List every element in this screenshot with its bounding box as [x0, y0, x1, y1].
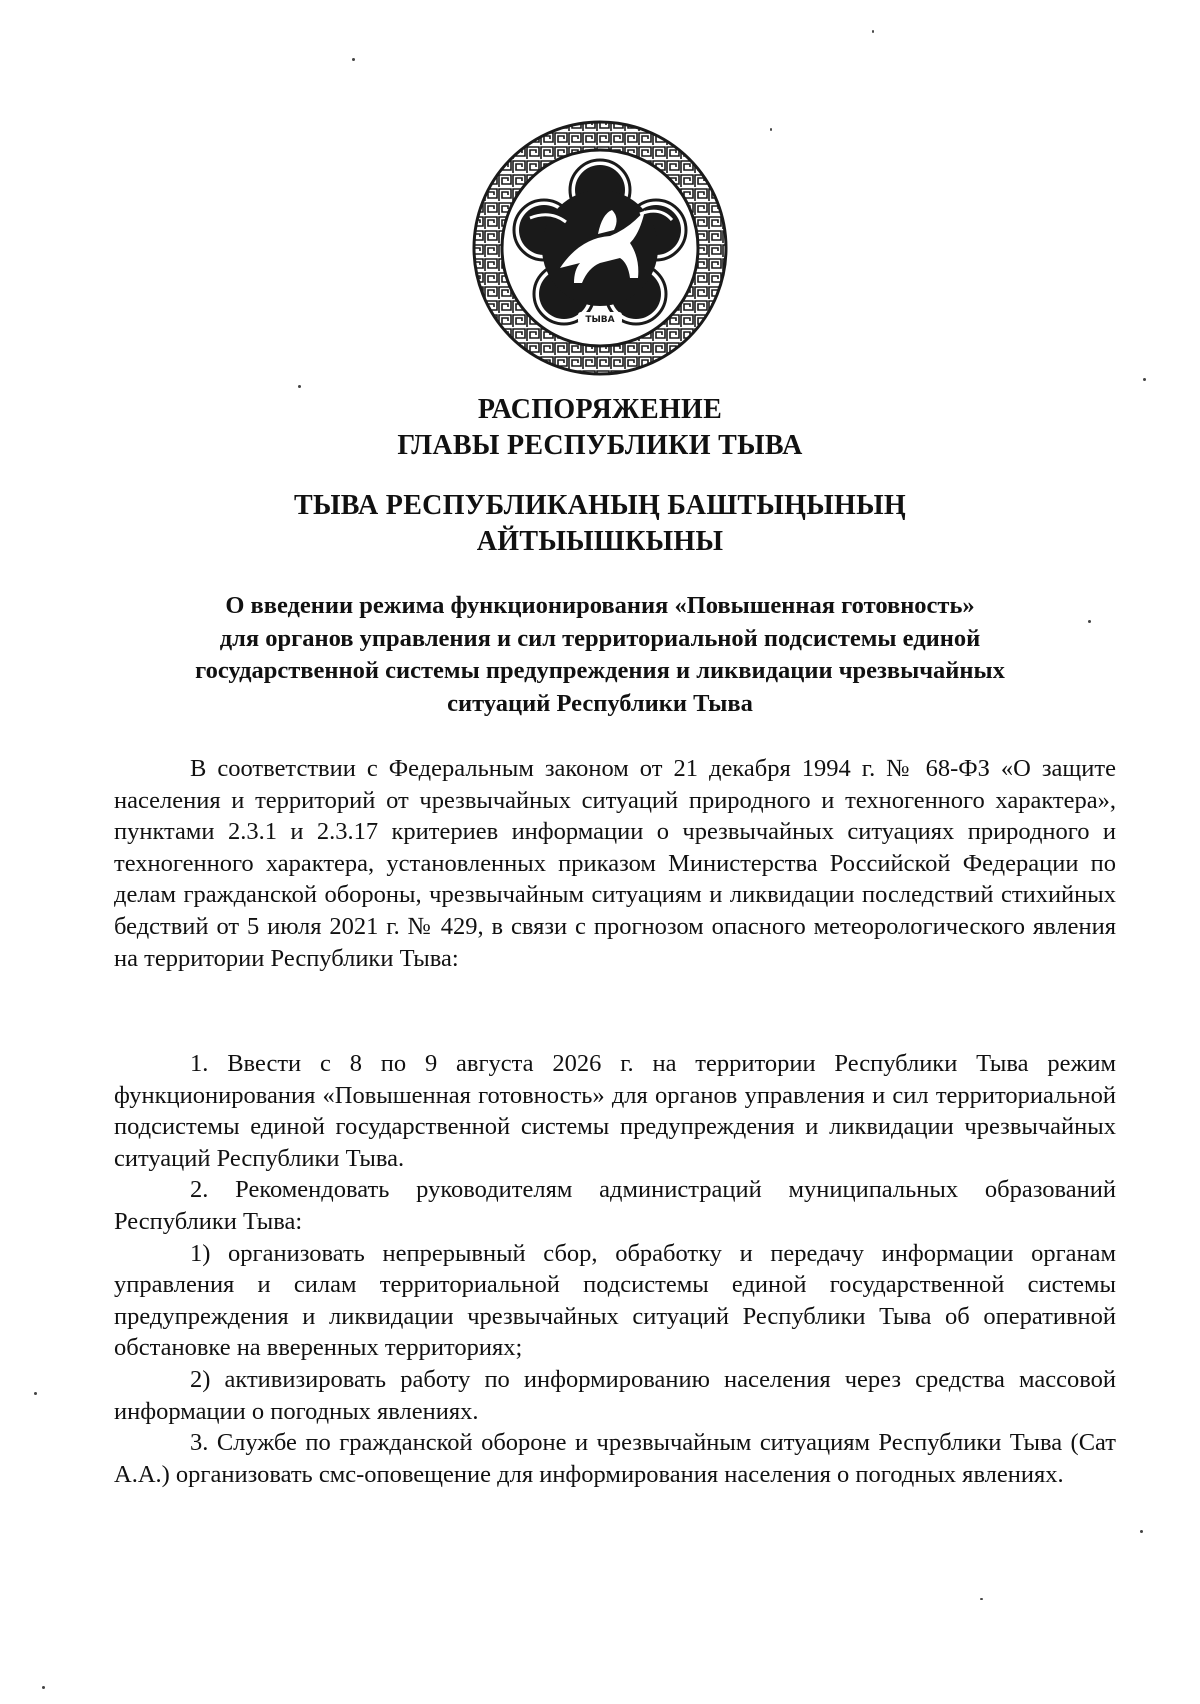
title-tuv-line2: АЙТЫЫШКЫНЫ: [476, 526, 724, 557]
document-title-ru: [0, 392, 1200, 464]
subject-line3: государственной системы предупреждения и ликвидации чрезвычайных: [195, 657, 1005, 684]
title-tuv-line1: ТЫВА РЕСПУБЛИКАНЫҢ БАШТЫҢЫНЫҢ: [294, 490, 906, 521]
document-title-tuv: [0, 488, 1200, 560]
item-2-1: 1) организовать непрерывный сбор, обработку и передачу информации органам управления и силам территориальной подсистемы единой государственной системы предупреждения и ликвидации чрезвычайных ситуаций Республики Тыва об оперативной обстановке на вверенных территориях;: [114, 1239, 1116, 1362]
scan-speck: [770, 128, 772, 131]
title-ru-line1: РАСПОРЯЖЕНИЕ: [477, 394, 723, 425]
item-2: 2. Рекомендовать руководителям администраций муниципальных образований Республики Тыва:: [114, 1176, 1116, 1235]
coat-of-arms-icon: [470, 118, 730, 378]
scan-speck: [352, 58, 355, 61]
scan-speck: [872, 30, 874, 33]
subject-line4: ситуаций Республики Тыва: [447, 689, 753, 717]
scan-speck: [42, 1686, 45, 1689]
preamble-paragraph: В соответствии с Федеральным законом от 21 декабря 1994 г. № 68-ФЗ «О защите населения и территорий от чрезвычайных ситуаций природного и техногенного характера», пунктами 2.3.1 и 2.3.17 критериев информации о чрезвычайных ситуациях природного и техногенного характера, установленных приказом Министерства Российской Федерации по делам гражданской обороны, чрезвычайным ситуациям и ликвидации последствий стихийных бедствий от 5 июля 2021 г. № 429, в связи с прогнозом опасного метеорологического явления на территории Республики Тыва:: [114, 755, 1116, 972]
item-1: 1. Ввести с 8 по 9 августа 2026 г. на территории Республики Тыва режим функционирования «Повышенная готовность» для органов управления и сил территориальной подсистемы единой государственной системы предупреждения и ликвидации чрезвычайных ситуаций Республики Тыва.: [114, 1050, 1116, 1172]
preamble-section: [114, 753, 1116, 974]
document-subject: [120, 590, 1080, 720]
item-3: 3. Службе по гражданской обороне и чрезвычайным ситуациям Республики Тыва (Сат А.А.) организовать смс-оповещение для информирования населения о погодных явлениях.: [114, 1429, 1116, 1488]
subject-line2: для органов управления и сил территориальной подсистемы единой: [219, 624, 981, 652]
scan-speck: [1088, 620, 1091, 623]
svg-text:ТЫВА: ТЫВА: [585, 315, 615, 325]
item-2-2: 2) активизировать работу по информированию населения через средства массовой информации о погодных явлениях.: [114, 1365, 1116, 1425]
title-ru-line2: ГЛАВЫ РЕСПУБЛИКИ ТЫВА: [397, 430, 803, 461]
subject-line1: О введении режима функционирования «Повышенная готовность»: [225, 592, 975, 619]
scan-speck: [1143, 378, 1146, 381]
scan-speck: [1140, 1530, 1143, 1533]
scan-speck: [298, 385, 301, 388]
scan-speck: [980, 1598, 983, 1600]
items-section: [114, 1048, 1116, 1490]
scan-speck: [34, 1392, 37, 1395]
